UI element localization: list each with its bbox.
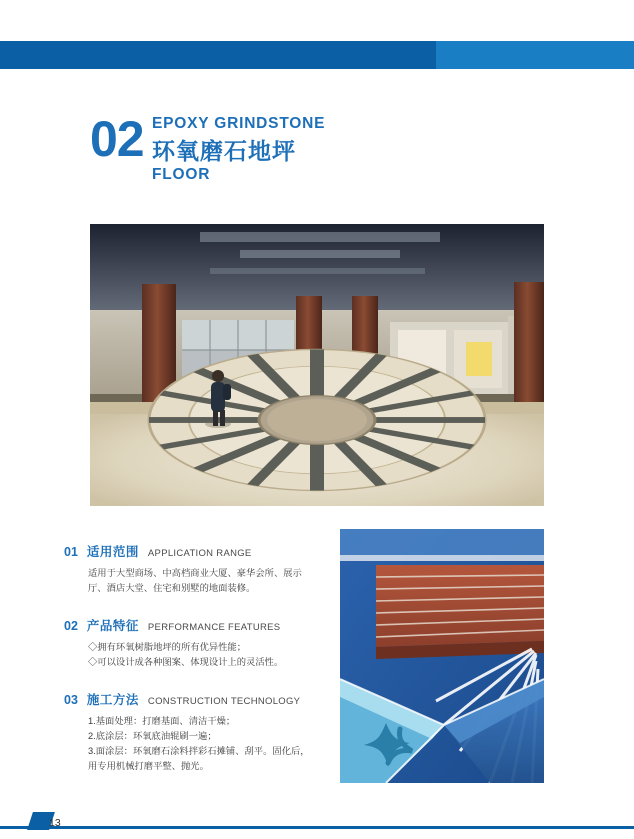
feature-body-line: ◇拥有环氧树脂地坪的所有优异性能；: [88, 642, 247, 652]
feature-list: [64, 542, 326, 794]
hero-photo: [90, 224, 544, 506]
header-band-accent: [436, 41, 634, 69]
feature-body-line: 1.基面处理：打磨基面、清洁干燥；: [88, 716, 236, 726]
feature-body-line: ◇可以设计成各种图案、体现设计上的灵活性。: [88, 657, 284, 667]
heading-english-bottom: FLOOR: [152, 166, 211, 183]
feature-heading: [64, 690, 326, 708]
feature-heading: [64, 616, 326, 634]
feature-title-cn: 产品特征: [86, 619, 139, 633]
heading-english-top: EPOXY GRINDSTONE: [152, 115, 326, 132]
feature-title-cn: 施工方法: [86, 693, 139, 707]
feature-body: [64, 714, 326, 774]
feature-body: [64, 640, 326, 670]
feature-body-line: 厅、酒店大堂、住宅和别墅的地面装修。: [88, 583, 256, 593]
heading-texts: [152, 114, 325, 184]
feature-body-line: 3.面涂层：环氧磨石涂料拌彩石摊铺、刮平。固化后，: [88, 746, 310, 756]
footer-rule: [0, 826, 634, 829]
feature-title-en: APPLICATION RANGE: [147, 548, 252, 559]
feature-heading: [64, 542, 326, 560]
section-number: 02: [90, 111, 144, 167]
feature-number: 02: [64, 619, 78, 633]
feature-body-line: 2.底涂层：环氧底油辊刷一遍；: [88, 731, 217, 741]
feature-title-en: CONSTRUCTION TECHNOLOGY: [147, 696, 301, 707]
feature-number: 03: [64, 693, 78, 707]
feature-item: [64, 542, 326, 596]
feature-body-line: 用专用机械打磨平整、抛光。: [88, 761, 209, 771]
feature-number: 01: [64, 545, 78, 559]
feature-item: [64, 616, 326, 670]
feature-title-en: PERFORMANCE FEATURES: [147, 622, 281, 633]
feature-item: [64, 690, 326, 774]
feature-title-cn: 适用范围: [86, 545, 139, 559]
page-number: 13: [49, 817, 61, 829]
secondary-photo: [340, 529, 544, 783]
step-block: [376, 565, 544, 659]
section-heading: [90, 112, 550, 194]
heading-chinese: 环氧磨石地坪: [152, 138, 296, 164]
feature-body-line: 适用于大型商场、中高档商业大厦、豪华会所、展示: [88, 568, 302, 578]
feature-body: [64, 566, 326, 596]
